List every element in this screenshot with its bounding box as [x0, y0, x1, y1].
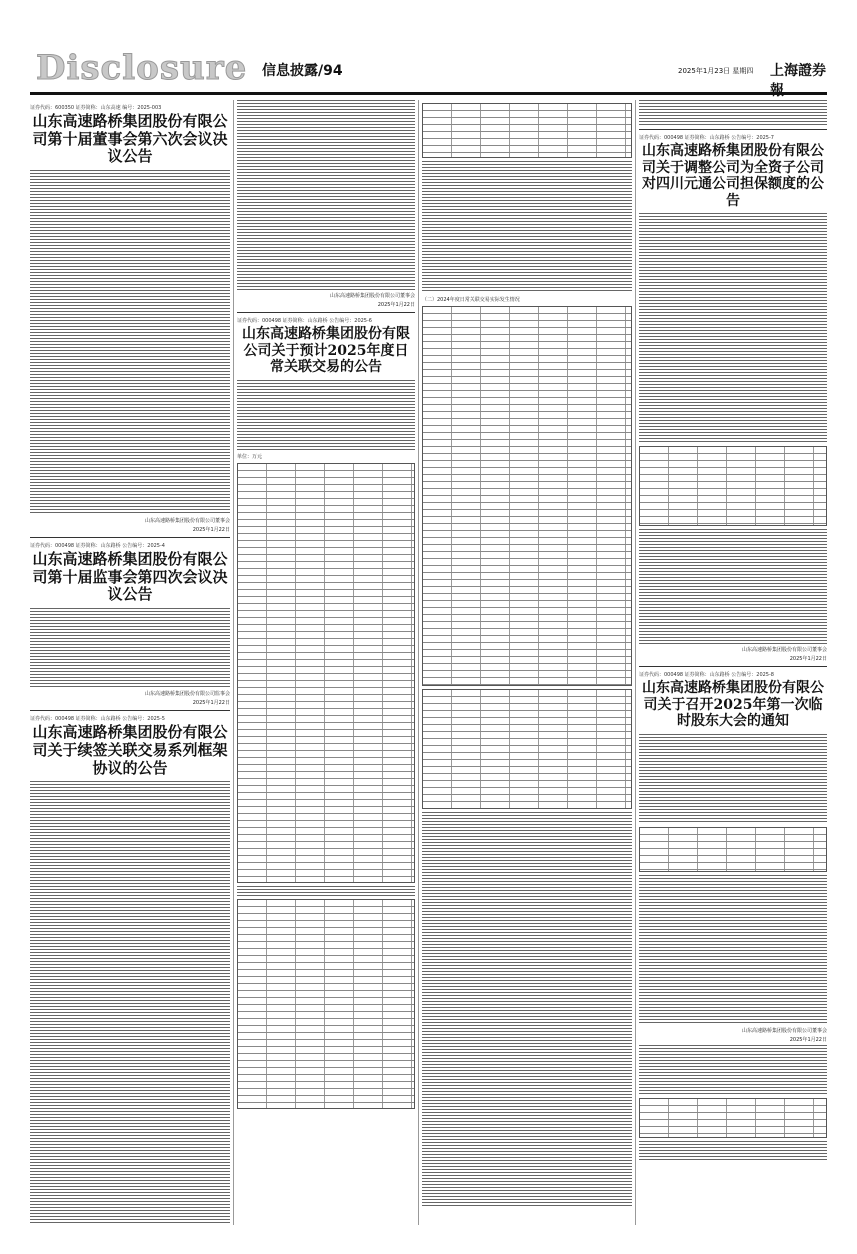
- signoff-org: 山东高速路桥集团股份有限公司董事会: [741, 1027, 827, 1034]
- article-title: 山东高速路桥集团股份有限公司关于调整公司为全资子公司对四川元通公司担保额度的公告: [642, 143, 824, 209]
- article-framework-continued: [237, 100, 415, 308]
- page-section-title: 信息披露/94: [262, 63, 343, 79]
- column-divider: [635, 100, 636, 1225]
- signoff-date: 2025年1月22日: [192, 527, 230, 534]
- signoff-date: 2025年1月22日: [192, 700, 230, 707]
- stock-code-line: 证券代码：000498 证券简称：山东路桥 公告编号：2025-7: [639, 135, 774, 141]
- article-text: [30, 781, 230, 1225]
- article-title: 山东高速路桥集团股份有限公司关于召开2025年第一次临时股东大会的通知: [642, 680, 824, 730]
- article-related-transactions: [237, 317, 415, 1109]
- column-divider: [418, 100, 419, 1225]
- column-2: [237, 100, 415, 1225]
- stock-code-line: 证券代码：000498 证券简称：山东路桥 公告编号：2025-4: [30, 543, 165, 550]
- article-columns: [30, 100, 827, 1225]
- article-text: [422, 812, 632, 1207]
- column-3: [422, 100, 632, 1225]
- related-party-info-table: [422, 689, 632, 809]
- article-title: 山东高速路桥集团股份有限公司第十届董事会第六次会议决议公告: [32, 112, 228, 166]
- article-shareholders-meeting: [639, 671, 827, 1161]
- proxy-form-table: [639, 1098, 827, 1138]
- signoff-org: 山东高速路桥集团股份有限公司董事会: [329, 293, 415, 299]
- signoff-date: 2025年1月22日: [377, 302, 415, 308]
- stock-code-line: 证券代码：600350 证券简称：山东高速 编号：2025-003: [30, 105, 162, 111]
- article-title: 山东高速路桥集团股份有限公司第十届监事会第四次会议决议公告: [32, 550, 228, 604]
- signoff-org: 山东高速路桥集团股份有限公司董事会: [144, 518, 230, 525]
- article-text: [639, 734, 827, 824]
- article-divider: [30, 537, 230, 538]
- issue-date: 2025年1月23日 星期四: [678, 67, 754, 75]
- article-text: [30, 608, 230, 688]
- actual-transactions-table: [422, 306, 632, 686]
- article-title: 山东高速路桥集团股份有限公司关于续签关联交易系列框架协议的公告: [32, 723, 228, 777]
- stock-code-line: 证券代码：000498 证券简称：山东路桥 公告编号：2025-6: [237, 318, 372, 324]
- article-framework-agreements: [30, 715, 230, 1225]
- financial-data-table: [639, 446, 827, 526]
- article-guarantee-adjustment: [639, 134, 827, 662]
- signoff-date: 2025年1月22日: [789, 1036, 827, 1043]
- signoff-date: 2025年1月22日: [789, 656, 827, 663]
- stock-code-line: 证券代码：000498 证券简称：山东路桥 公告编号：2025-5: [30, 716, 165, 723]
- article-text: [639, 875, 827, 1025]
- related-transactions-table: [237, 463, 415, 883]
- article-divider: [639, 129, 827, 130]
- article-board-resolution: [30, 104, 230, 533]
- stock-code-line: 证券代码：000498 证券简称：山东路桥 公告编号：2025-8: [639, 672, 774, 679]
- article-text: [639, 213, 827, 443]
- article-text: [639, 1045, 827, 1095]
- article-text: [237, 886, 415, 896]
- related-transactions-table-continued: [237, 899, 415, 1109]
- article-divider: [237, 312, 415, 313]
- article-text: [639, 100, 827, 125]
- newspaper-name: 上海證券報: [770, 63, 826, 99]
- signoff-org: 山东高速路桥集团股份有限公司董事会: [741, 647, 827, 654]
- signoff-org: 山东高速路桥集团股份有限公司监事会: [144, 691, 230, 698]
- table-caption: （二）2024年度日常关联交易实际发生情况: [422, 297, 520, 303]
- table-caption: 单位：万元: [237, 453, 263, 460]
- article-text: [30, 170, 230, 515]
- article-text: [639, 529, 827, 644]
- article-divider: [30, 710, 230, 711]
- column-1: [30, 100, 230, 1225]
- masthead: [30, 46, 827, 99]
- proposals-table: [639, 827, 827, 872]
- article-text: [639, 1141, 827, 1161]
- article-divider: [639, 666, 827, 667]
- article-supervisory-resolution: [30, 542, 230, 706]
- article-text: [422, 161, 632, 201]
- article-text: [237, 100, 415, 290]
- transactions-table-top: [422, 103, 632, 158]
- article-text: [422, 203, 632, 293]
- column-divider: [233, 100, 234, 1225]
- disclosure-logo: Disclosure: [36, 48, 248, 88]
- column-4: [639, 100, 827, 1225]
- article-text: [237, 380, 415, 450]
- article-title: 山东高速路桥集团股份有限公司关于预计2025年度日常关联交易的公告: [242, 326, 410, 376]
